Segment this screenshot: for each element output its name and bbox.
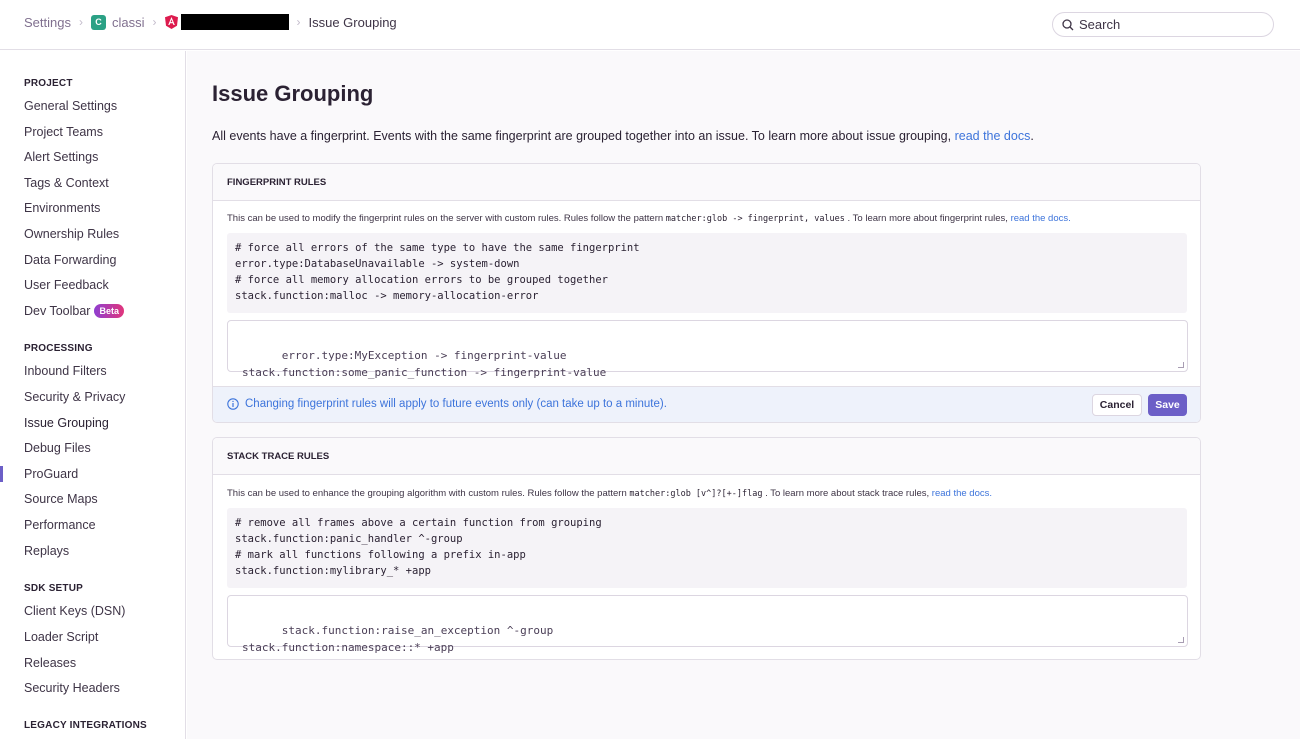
sidebar-item-performance[interactable]: Performance: [24, 518, 96, 532]
sidebar-item-dev-toolbar[interactable]: [24, 304, 124, 318]
example-code-block: # force all errors of the same type to have the same fingerprint error.type:DatabaseUnavailable -> system-down # force all memory allocation errors to be grouped together stack.function:malloc -> memory-allocation-error: [227, 233, 1187, 313]
chevron-right-icon: ›: [78, 15, 83, 29]
sidebar-item-inbound-filters[interactable]: Inbound Filters: [24, 364, 107, 378]
save-button[interactable]: Save: [1148, 394, 1187, 416]
main-content: [187, 51, 1300, 739]
intro-body: All events have a fingerprint. Events with the same fingerprint are grouped together into an issue. To learn more about issue grouping,: [212, 129, 955, 143]
sidebar-section-processing: PROCESSING: [24, 343, 93, 354]
sidebar-section-legacy-integrations: LEGACY INTEGRATIONS: [24, 720, 147, 731]
active-indicator: [0, 466, 3, 482]
sidebar-item-releases[interactable]: Releases: [24, 656, 77, 670]
panel-description: [227, 488, 992, 499]
sidebar-item-label: Dev Toolbar: [24, 304, 91, 318]
sidebar-item-debug-files[interactable]: Debug Files: [24, 441, 91, 455]
sidebar-item-user-feedback[interactable]: User Feedback: [24, 278, 109, 292]
sidebar-item-general-settings[interactable]: General Settings: [24, 99, 118, 113]
search-input[interactable]: [1052, 12, 1274, 37]
info-icon: [227, 398, 239, 410]
page-title: Issue Grouping: [212, 81, 374, 106]
resize-handle-icon[interactable]: [1178, 637, 1184, 643]
description-text: . To learn more about stack trace rules,: [762, 488, 932, 499]
sidebar-item-client-keys[interactable]: Client Keys (DSN): [24, 604, 126, 618]
docs-link[interactable]: read the docs.: [1010, 213, 1071, 224]
beta-badge: Beta: [94, 304, 124, 318]
stack-trace-rules-panel: [212, 437, 1201, 660]
sidebar-item-security-privacy[interactable]: Security & Privacy: [24, 390, 126, 404]
sidebar-section-project: PROJECT: [24, 78, 73, 89]
resize-handle-icon[interactable]: [1178, 362, 1184, 368]
sidebar-section-sdk-setup: SDK SETUP: [24, 583, 84, 594]
fingerprint-rules-textarea[interactable]: [227, 320, 1188, 379]
cancel-button[interactable]: Cancel: [1092, 394, 1142, 416]
pattern-code: matcher:glob [v^]?[+-]flag: [629, 489, 763, 499]
panel-footer: [213, 386, 1200, 423]
info-message: [227, 398, 667, 410]
intro-docs-link[interactable]: read the docs: [954, 129, 1031, 143]
top-bar: [0, 0, 1300, 50]
sidebar-item-project-teams[interactable]: Project Teams: [24, 125, 103, 139]
redacted-project-name[interactable]: [181, 14, 289, 30]
search-placeholder: Search: [1079, 17, 1121, 32]
info-text: Changing fingerprint rules will apply to future events only (can take up to a minute).: [245, 398, 667, 410]
settings-sidebar: [0, 51, 186, 739]
sidebar-item-tags-context[interactable]: Tags & Context: [24, 176, 109, 190]
sidebar-item-replays[interactable]: Replays: [24, 544, 70, 558]
panel-header: STACK TRACE RULES: [213, 438, 1200, 475]
docs-link[interactable]: read the docs.: [931, 488, 993, 499]
sidebar-item-proguard[interactable]: ProGuard: [24, 467, 79, 481]
panel-header: FINGERPRINT RULES: [213, 164, 1200, 201]
rules-text: error.type:MyException -> fingerprint-value stack.function:some_panic_function -> fingerprint-value: [242, 349, 607, 379]
description-text: This can be used to modify the fingerprint rules on the server with custom rules. Rules follow the pattern: [227, 213, 666, 224]
sidebar-item-ownership-rules[interactable]: Ownership Rules: [24, 227, 120, 241]
example-code-block: # remove all frames above a certain function from grouping stack.function:panic_handler ^-group # mark all functions following a prefix in-app stack.function:mylibrary_* +app: [227, 508, 1187, 588]
search-icon: [1062, 19, 1074, 31]
pattern-code: matcher:glob -> fingerprint, values: [665, 214, 845, 224]
fingerprint-rules-panel: [212, 163, 1201, 423]
angular-icon: [165, 15, 178, 29]
rules-text: stack.function:raise_an_exception ^-group stack.function:namespace::* +app: [242, 624, 554, 654]
sidebar-item-data-forwarding[interactable]: Data Forwarding: [24, 253, 117, 267]
sidebar-item-loader-script[interactable]: Loader Script: [24, 630, 99, 644]
sidebar-item-alert-settings[interactable]: Alert Settings: [24, 150, 99, 164]
description-text: This can be used to enhance the grouping algorithm with custom rules. Rules follow the pattern: [227, 488, 630, 499]
breadcrumb-settings[interactable]: Settings: [24, 14, 71, 30]
stack-trace-rules-textarea[interactable]: [227, 595, 1188, 654]
sidebar-item-issue-grouping[interactable]: Issue Grouping: [24, 416, 109, 430]
breadcrumb-current: Issue Grouping: [308, 14, 397, 30]
chevron-right-icon: ›: [296, 15, 301, 29]
sidebar-item-environments[interactable]: Environments: [24, 201, 101, 215]
breadcrumb: [24, 14, 397, 30]
sidebar-item-security-headers[interactable]: Security Headers: [24, 681, 120, 695]
sidebar-item-source-maps[interactable]: Source Maps: [24, 492, 98, 506]
description-text: . To learn more about fingerprint rules,: [844, 213, 1011, 224]
intro-period: .: [1030, 129, 1034, 143]
org-avatar: C: [91, 15, 106, 30]
chevron-right-icon: ›: [152, 15, 157, 29]
intro-text: [212, 129, 1034, 143]
panel-description: [227, 213, 1071, 224]
breadcrumb-org[interactable]: classi: [111, 14, 145, 30]
